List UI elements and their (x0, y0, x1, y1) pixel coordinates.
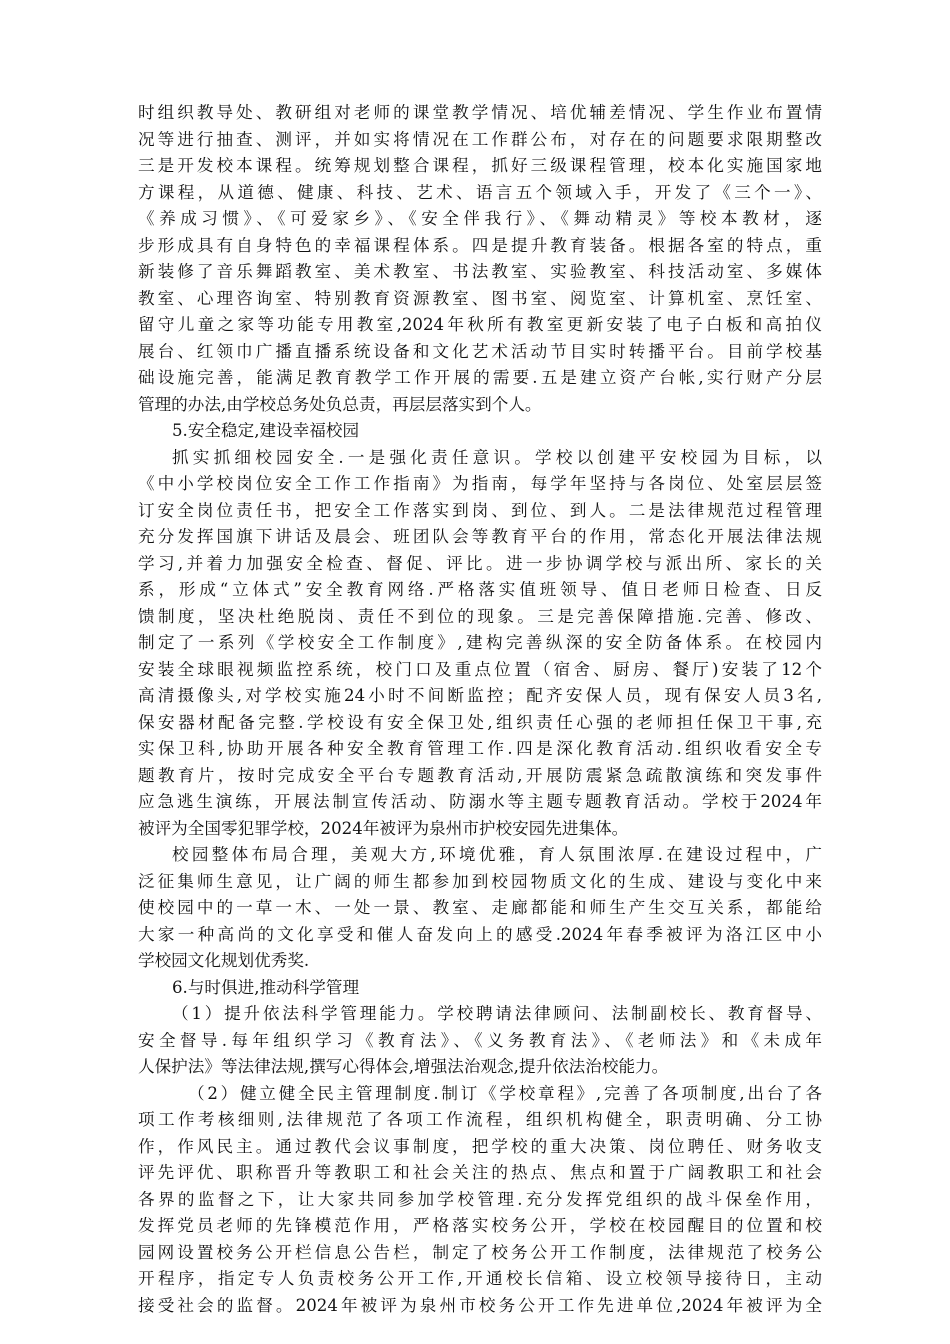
text-line: 展台、红领巾广播直播系统设备和文化艺术活动节目实时转播平台。目前学校基 (138, 341, 822, 361)
text-line: 制定了一系列《学校安全工作制度》,建构完善纵深的安全防备体系。在校园内 (138, 633, 822, 652)
text-line: 馈制度，坚决杜绝脱岗、责任不到位的现象。三是完善保障措施.完善、修改、 (138, 606, 822, 626)
text-line: 各界的监督之下，让大家共同参加学校管理.充分发挥党组织的战斗保垒作用， (138, 1189, 822, 1209)
text-line: 《中小学校岗位安全工作工作指南》为指南，每学年坚持与各岗位、处室层层签 (138, 474, 822, 493)
section-heading: 5.安全稳定,建设幸福校园 (172, 421, 360, 440)
text-line: 作，作风民主。通过教代会议事制度，把学校的重大决策、岗位聘任、财务收支 (138, 1136, 822, 1156)
text-line: 泛征集师生意见，让广阔的师生都参加到校园物质文化的生成、建设与变化中来 (138, 871, 822, 891)
text-line: （1）提升依法科学管理能力。学校聘请法律顾问、法制副校长、教育督导、 (172, 1004, 822, 1023)
text-line: 项工作考核细则,法律规范了各项工作流程，组织机构健全，职责明确、分工协 (138, 1110, 822, 1129)
text-line: 教室、心理咨询室、特别教育资源教室、图书室、阅览室、计算机室、烹饪室、 (138, 288, 822, 308)
text-line: 开程序，指定专人负责校务公开工作,开通校长信箱、设立校领导接待日，主动 (138, 1269, 822, 1288)
text-line: 安装全球眼视频监控系统，校门口及重点位置（宿舍、厨房、餐厅)安装了12个 (138, 659, 822, 679)
text-line: 学习,并着力加强安全检查、督促、评比。进一步协调学校与派出所、家长的关 (138, 553, 822, 573)
text-line: 《养成习惯》、《可爱家乡》、《安全伴我行》、《舞动精灵》等校本教材，逐 (138, 209, 822, 228)
text-line: 时组织教导处、教研组对老师的课堂教学情况、培优辅差情况、学生作业布置情 (138, 103, 822, 122)
text-line: 留守儿童之家等功能专用教室,2024年秋所有教室更新安装了电子白板和高拍仪 (138, 315, 822, 334)
text-line: 高清摄像头,对学校实施24小时不间断监控；配齐安保人员，现有保安人员3名, (138, 686, 822, 705)
text-line: 人保护法》等法律法规,撰写心得体会,增强法治观念,提升依法治校能力。 (138, 1057, 669, 1076)
text-line: 接受社会的监督。2024年被评为泉州市校务公开工作先进单位,2024年被评为全 (138, 1295, 822, 1315)
text-line: 步形成具有自身特色的幸福课程体系。四是提升教育装备。根据各室的特点，重 (138, 235, 822, 255)
text-line: 实保卫科,协助开展各种安全教育管理工作.四是深化教育活动.组织收看安全专 (138, 739, 822, 758)
text-line: 应急逃生演练，开展法制宣传活动、防溺水等主题专题教育活动。学校于2024年 (138, 792, 822, 811)
text-line: 三是开发校本课程。统筹规划整合课程，抓好三级课程管理，校本化实施国家地 (138, 156, 822, 175)
text-line: 使校园中的一草一木、一处一景、教室、走廊都能和师生产生交互关系，都能给 (138, 898, 822, 917)
text-line: 题教育片，按时完成安全平台专题教育活动,开展防震紧急疏散演练和突发事件 (138, 765, 822, 785)
text-line: 保安器材配备完整.学校设有安全保卫处,组织责任心强的老师担任保卫干事,充 (138, 712, 822, 732)
text-line: 管理的办法,由学校总务处负总责，再层层落实到个人。 (138, 394, 542, 414)
text-line: 园网设置校务公开栏信息公告栏，制定了校务公开工作制度，法律规范了校务公 (138, 1242, 822, 1262)
text-line: 础设施完善，能满足教育教学工作开展的需要.五是建立资产台帐,实行财产分层 (138, 368, 822, 387)
text-line: 况等进行抽查、测评，并如实将情况在工作群公布，对存在的问题要求限期整改 (138, 129, 822, 149)
text-line: 方课程，从道德、健康、科技、艺术、语言五个领域入手，开发了《三个一》、 (138, 182, 822, 202)
section-heading: 6.与时俱进,推动科学管理 (172, 977, 360, 997)
text-line: 充分发挥国旗下讲话及晨会、班团队会等教育平台的作用，常态化开展法律法规 (138, 527, 822, 546)
text-line: 安全督导.每年组织学习《教育法》、《义务教育法》、《老师法》和《未成年 (138, 1030, 822, 1050)
document-page (138, 100, 822, 1319)
text-line: 大家一种高尚的文化享受和催人奋发向上的感受.2024年春季被评为洛江区中小 (138, 924, 822, 944)
text-line: 发挥党员老师的先锋模范作用，严格落实校务公开，学校在校园醒目的位置和校 (138, 1216, 822, 1235)
text-line: 订安全岗位责任书，把安全工作落实到岗、到位、到人。二是法律规范过程管理 (138, 500, 822, 520)
text-line: （2）健立健全民主管理制度.制订《学校章程》,完善了各项制度,出台了各 (188, 1083, 822, 1103)
text-line: 抓实抓细校园安全.一是强化责任意识。学校以创建平安校园为目标，以 (172, 447, 822, 467)
text-line: 新装修了音乐舞蹈教室、美术教室、书法教室、实验教室、科技活动室、多媒体 (138, 262, 822, 281)
text-line: 被评为全国零犯罪学校，2024年被评为泉州市护校安园先进集体。 (138, 818, 629, 838)
text-line: 系，形成“立体式”安全教育网络.严格落实值班领导、值日老师日检查、日反 (138, 580, 822, 599)
text-line: 校园整体布局合理，美观大方,环境优雅，育人氛围浓厚.在建设过程中，广 (172, 845, 822, 864)
text-line: 评先评优、职称晋升等教职工和社会关注的热点、焦点和置于广阔教职工和社会 (138, 1163, 822, 1182)
text-line: 学校园文化规划优秀奖. (138, 951, 310, 970)
